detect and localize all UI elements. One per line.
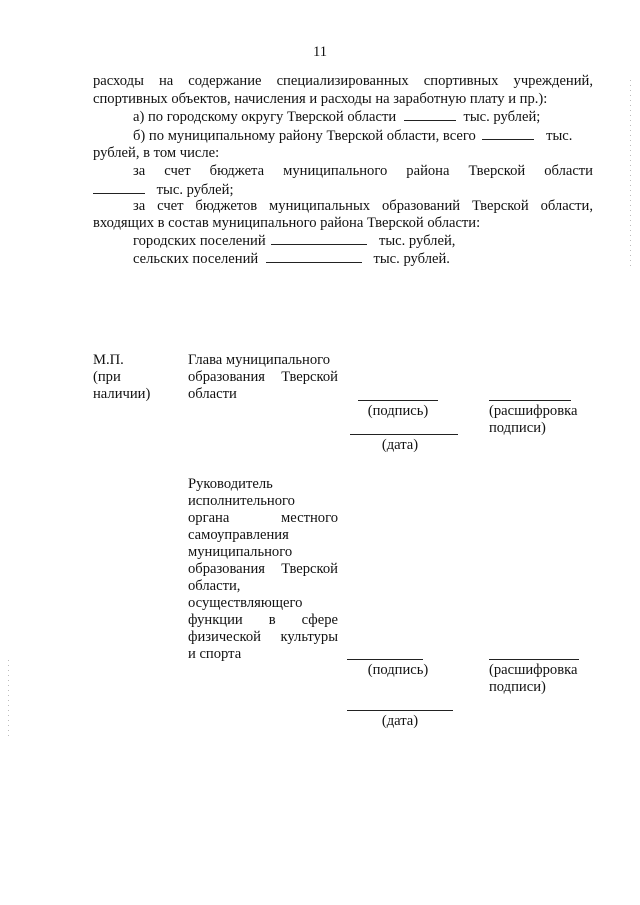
signatory-title: образования Тверской xyxy=(188,369,338,385)
text-fragment: тыс. рублей. xyxy=(373,251,450,267)
text-fragment: сельских поселений xyxy=(133,251,259,267)
text-line xyxy=(93,231,593,249)
date-line xyxy=(347,710,453,711)
text-line: за счет бюджетов муниципальных образований Тверской области, xyxy=(133,198,593,214)
blank-field xyxy=(271,231,367,245)
page-number: 11 xyxy=(312,44,328,60)
scan-edge-mark xyxy=(8,660,9,740)
date-caption: (дата) xyxy=(381,713,419,729)
text-fragment: тыс. рублей; xyxy=(463,109,541,125)
blank-field xyxy=(404,107,456,121)
text-fragment: б) по муниципальному району Тверской области, всего xyxy=(133,128,476,144)
stamp-label: наличии) xyxy=(93,386,151,402)
signatory-title: муниципального xyxy=(188,544,293,560)
signature-caption: (подпись) xyxy=(367,403,429,419)
scan-edge-mark xyxy=(630,80,631,270)
signatory-title: осуществляющего xyxy=(188,595,303,611)
decoding-caption: подписи) xyxy=(489,679,546,695)
blank-field xyxy=(266,249,362,263)
text-fragment: а) по городскому округу Тверской области xyxy=(133,109,397,125)
name-decoding-line xyxy=(489,659,579,660)
signatory-title: области, xyxy=(188,578,241,594)
signatory-title: исполнительного xyxy=(188,493,295,509)
text-line xyxy=(93,249,593,267)
signatory-title: и спорта xyxy=(188,646,242,662)
signatory-title: функции в сфере xyxy=(188,612,338,628)
signatory-title: Руководитель xyxy=(188,476,273,492)
signatory-title: органа местного xyxy=(188,510,338,526)
decoding-caption: (расшифровка xyxy=(489,662,578,678)
decoding-caption: подписи) xyxy=(489,420,546,436)
text-line: спортивных объектов, начисления и расходы на заработную плату и пр.): xyxy=(93,91,548,107)
text-line: за счет бюджета муниципального района Тверской области xyxy=(133,163,593,179)
signatory-title: Глава муниципального xyxy=(188,352,331,368)
blank-field xyxy=(482,126,534,140)
text-line: рублей, в том числе: xyxy=(93,145,220,161)
signatory-title: физической культуры xyxy=(188,629,338,645)
signature-line xyxy=(347,659,423,660)
text-line: входящих в состав муниципального района Тверской области: xyxy=(93,215,481,231)
text-line xyxy=(93,180,593,198)
text-line xyxy=(93,126,593,144)
date-caption: (дата) xyxy=(381,437,419,453)
text-fragment: тыс. рублей, xyxy=(378,233,456,249)
text-line: расходы на содержание специализированных спортивных учреждений, xyxy=(93,73,593,89)
text-fragment: тыс. xyxy=(546,128,573,144)
text-fragment: тыс. рублей; xyxy=(156,182,234,198)
date-line xyxy=(350,434,458,435)
signature-caption: (подпись) xyxy=(367,662,429,678)
text-line xyxy=(93,107,593,125)
text-fragment: городских поселений xyxy=(133,233,266,249)
decoding-caption: (расшифровка xyxy=(489,403,578,419)
stamp-label: (при xyxy=(93,369,121,385)
blank-field xyxy=(93,180,145,194)
signatory-title: образования Тверской xyxy=(188,561,338,577)
signatory-title: области xyxy=(188,386,237,402)
name-decoding-line xyxy=(489,400,571,401)
signature-line xyxy=(358,400,438,401)
stamp-label: М.П. xyxy=(93,352,124,368)
signatory-title: самоуправления xyxy=(188,527,289,543)
